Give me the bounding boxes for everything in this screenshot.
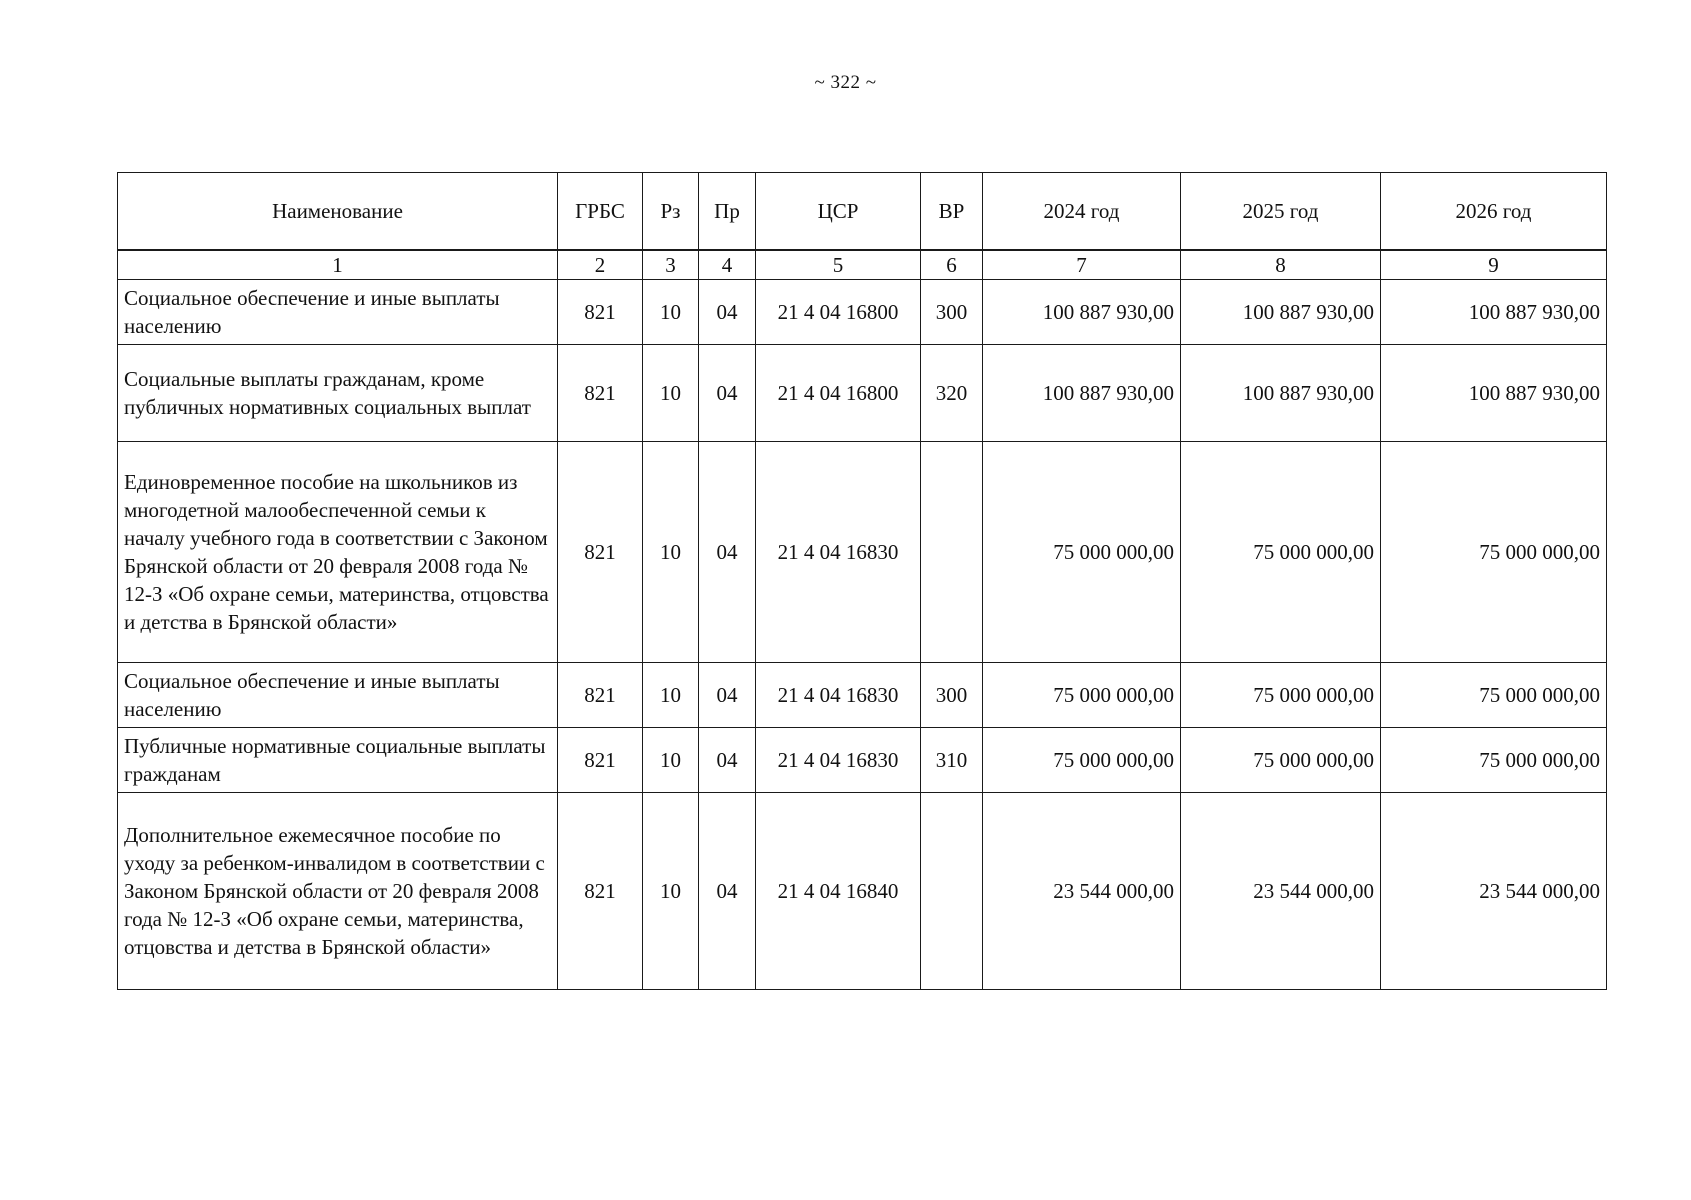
table-row: [118, 345, 1607, 442]
row-grbs: 821: [558, 663, 643, 728]
row-vr: 320: [921, 345, 983, 442]
column-number: 8: [1181, 250, 1381, 280]
budget-table: [117, 172, 1607, 990]
row-csr: 21 4 04 16830: [756, 442, 921, 663]
row-name: Публичные нормативные социальные выплаты гражданам: [118, 728, 558, 793]
row-amount-2025: 23 544 000,00: [1181, 793, 1381, 990]
row-grbs: 821: [558, 793, 643, 990]
row-name: Единовременное пособие на школьников из многодетной малообеспеченной семьи к началу учебного года в соответствии с Законом Брянской области от 20 февраля 2008 года № 12-З «Об охране семьи, материнства, отцовства и детства в Брянской области»: [118, 442, 558, 663]
column-number: 1: [118, 250, 558, 280]
row-amount-2026: 75 000 000,00: [1381, 728, 1607, 793]
column-number: 9: [1381, 250, 1607, 280]
row-name: Дополнительное ежемесячное пособие по уходу за ребенком-инвалидом в соответствии с Законом Брянской области от 20 февраля 2008 года № 12-З «Об охране семьи, материнства, отцовства и детства в Брянской области»: [118, 793, 558, 990]
row-amount-2025: 75 000 000,00: [1181, 728, 1381, 793]
row-name: Социальное обеспечение и иные выплаты населению: [118, 663, 558, 728]
row-rz: 10: [643, 442, 699, 663]
row-amount-2025: 75 000 000,00: [1181, 442, 1381, 663]
column-number: 5: [756, 250, 921, 280]
row-grbs: 821: [558, 442, 643, 663]
header-pr: Пр: [699, 173, 756, 251]
row-amount-2026: 100 887 930,00: [1381, 345, 1607, 442]
row-amount-2026: 75 000 000,00: [1381, 442, 1607, 663]
row-vr: [921, 442, 983, 663]
row-csr: 21 4 04 16840: [756, 793, 921, 990]
row-pr: 04: [699, 280, 756, 345]
row-amount-2024: 75 000 000,00: [983, 728, 1181, 793]
row-amount-2024: 75 000 000,00: [983, 663, 1181, 728]
row-pr: 04: [699, 793, 756, 990]
row-vr: [921, 793, 983, 990]
row-rz: 10: [643, 280, 699, 345]
column-number-row: [118, 250, 1607, 280]
row-vr: 310: [921, 728, 983, 793]
column-number: 7: [983, 250, 1181, 280]
row-amount-2026: 100 887 930,00: [1381, 280, 1607, 345]
header-vr: ВР: [921, 173, 983, 251]
row-csr: 21 4 04 16830: [756, 663, 921, 728]
row-pr: 04: [699, 728, 756, 793]
column-number: 3: [643, 250, 699, 280]
column-number: 6: [921, 250, 983, 280]
row-rz: 10: [643, 663, 699, 728]
header-grbs: ГРБС: [558, 173, 643, 251]
header-2024: 2024 год: [983, 173, 1181, 251]
row-pr: 04: [699, 663, 756, 728]
header-csr: ЦСР: [756, 173, 921, 251]
row-name: Социальное обеспечение и иные выплаты населению: [118, 280, 558, 345]
row-rz: 10: [643, 728, 699, 793]
row-vr: 300: [921, 663, 983, 728]
header-name: Наименование: [118, 173, 558, 251]
row-amount-2024: 100 887 930,00: [983, 280, 1181, 345]
row-amount-2025: 75 000 000,00: [1181, 663, 1381, 728]
row-rz: 10: [643, 793, 699, 990]
row-amount-2024: 75 000 000,00: [983, 442, 1181, 663]
table-row: [118, 442, 1607, 663]
row-csr: 21 4 04 16800: [756, 280, 921, 345]
row-pr: 04: [699, 345, 756, 442]
table-row: [118, 793, 1607, 990]
row-csr: 21 4 04 16800: [756, 345, 921, 442]
header-2025: 2025 год: [1181, 173, 1381, 251]
page-number: ~ 322 ~: [814, 72, 877, 93]
row-amount-2024: 100 887 930,00: [983, 345, 1181, 442]
column-number: 4: [699, 250, 756, 280]
row-rz: 10: [643, 345, 699, 442]
header-row: [118, 173, 1607, 251]
table-row: [118, 663, 1607, 728]
column-number: 2: [558, 250, 643, 280]
header-rz: Рз: [643, 173, 699, 251]
row-grbs: 821: [558, 345, 643, 442]
table-row: [118, 728, 1607, 793]
row-name: Социальные выплаты гражданам, кроме публичных нормативных социальных выплат: [118, 345, 558, 442]
row-amount-2024: 23 544 000,00: [983, 793, 1181, 990]
row-amount-2025: 100 887 930,00: [1181, 345, 1381, 442]
row-vr: 300: [921, 280, 983, 345]
row-pr: 04: [699, 442, 756, 663]
row-amount-2026: 23 544 000,00: [1381, 793, 1607, 990]
header-2026: 2026 год: [1381, 173, 1607, 251]
row-amount-2026: 75 000 000,00: [1381, 663, 1607, 728]
table-row: [118, 280, 1607, 345]
row-grbs: 821: [558, 728, 643, 793]
row-amount-2025: 100 887 930,00: [1181, 280, 1381, 345]
row-csr: 21 4 04 16830: [756, 728, 921, 793]
row-grbs: 821: [558, 280, 643, 345]
